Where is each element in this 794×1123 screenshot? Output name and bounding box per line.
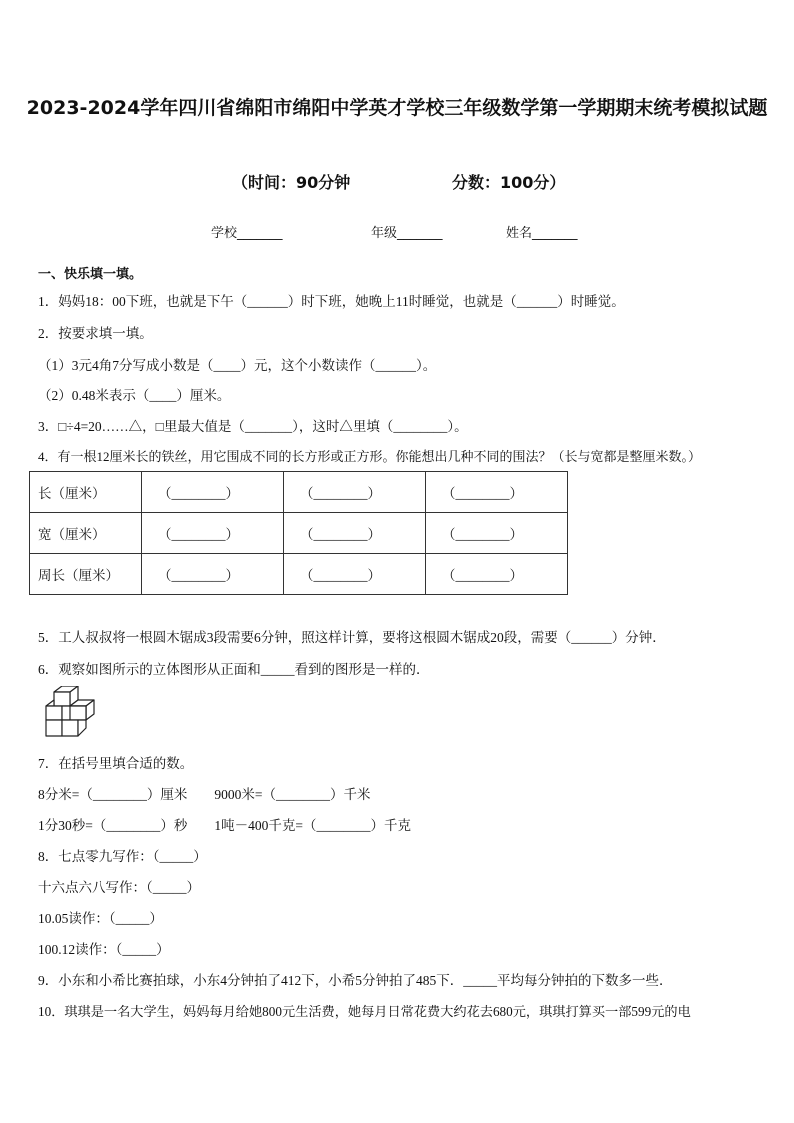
- question-8-row-4: 100.12读作：（_____）: [38, 942, 170, 957]
- exam-meta: [0, 170, 794, 194]
- question-6: 6．观察如图所示的立体图形从正面和_____看到的图形是一样的．: [38, 662, 430, 677]
- blank-cell: （________）: [426, 554, 568, 595]
- question-7-row-2: 1分30秒=（________）秒 1吨－400千克=（________）千克: [38, 818, 411, 833]
- exam-score: 分数：100分）: [452, 173, 566, 192]
- page-title: 2023-2024学年四川省绵阳市绵阳中学英才学校三年级数学第一学期期末统考模拟试题: [26, 97, 768, 119]
- blank-cell: （________）: [426, 513, 568, 554]
- table-row: [30, 472, 568, 513]
- row-label: 周长（厘米）: [30, 554, 142, 595]
- question-1: 1．妈妈18：00下班，也就是下午（______）时下班，她晚上11时睡觉，也就是（______）时睡觉。: [38, 294, 625, 309]
- question-4: 4．有一根12厘米长的铁丝，用它围成不同的长方形或正方形。你能想出几种不同的围法？（长与宽都是整厘米数。）: [38, 449, 702, 464]
- question-7-row-1: 8分米=（________）厘米 9000米=（________）千米: [38, 787, 371, 802]
- question-2-1: （1）3元4角7分写成小数是（____）元，这个小数读作（______）。: [38, 358, 437, 373]
- row-label: 长（厘米）: [30, 472, 142, 513]
- name-field: 姓名_______: [506, 226, 578, 241]
- blank-cell: （________）: [142, 472, 284, 513]
- question-8-row-3: 10.05读作：（_____）: [38, 911, 163, 926]
- exam-time: （时间：90分钟: [232, 173, 351, 192]
- blank-cell: （________）: [426, 472, 568, 513]
- school-field: 学校_______: [211, 226, 283, 241]
- question-8: 8．七点零九写作：（_____）: [38, 849, 207, 864]
- grade-field: 年级_______: [371, 226, 443, 241]
- question-2-2: （2）0.48米表示（____）厘米。: [38, 388, 231, 403]
- answer-table: [29, 471, 568, 595]
- blank-cell: （________）: [142, 513, 284, 554]
- cube-figure: [42, 686, 100, 742]
- table-row: [30, 513, 568, 554]
- question-10: 10．琪琪是一名大学生，妈妈每月给她800元生活费，她每月日常花费大约花去680元，琪琪打算买一部599元的电: [38, 1004, 691, 1019]
- question-2: 2．按要求填一填。: [38, 326, 153, 341]
- question-7: 7．在括号里填合适的数。: [38, 756, 194, 771]
- section-heading: 一、快乐填一填。: [38, 267, 143, 282]
- question-5: 5．工人叔叔将一根圆木锯成3段需要6分钟，照这样计算，要将这根圆木锯成20段，需要（______）分钟．: [38, 630, 666, 645]
- question-8-row-2: 十六点六八写作：（_____）: [38, 880, 200, 895]
- row-label: 宽（厘米）: [30, 513, 142, 554]
- blank-cell: （________）: [284, 472, 426, 513]
- table-row: [30, 554, 568, 595]
- blank-cell: （________）: [142, 554, 284, 595]
- student-info: [0, 222, 794, 242]
- blank-cell: （________）: [284, 554, 426, 595]
- question-9: 9．小东和小希比赛拍球，小东4分钟拍了412下，小希5分钟拍了485下．_____平均每分钟拍的下数多一些．: [38, 973, 673, 988]
- question-3: 3．□÷4=20……△，□里最大值是（_______），这时△里填（________）。: [38, 419, 468, 434]
- blank-cell: （________）: [284, 513, 426, 554]
